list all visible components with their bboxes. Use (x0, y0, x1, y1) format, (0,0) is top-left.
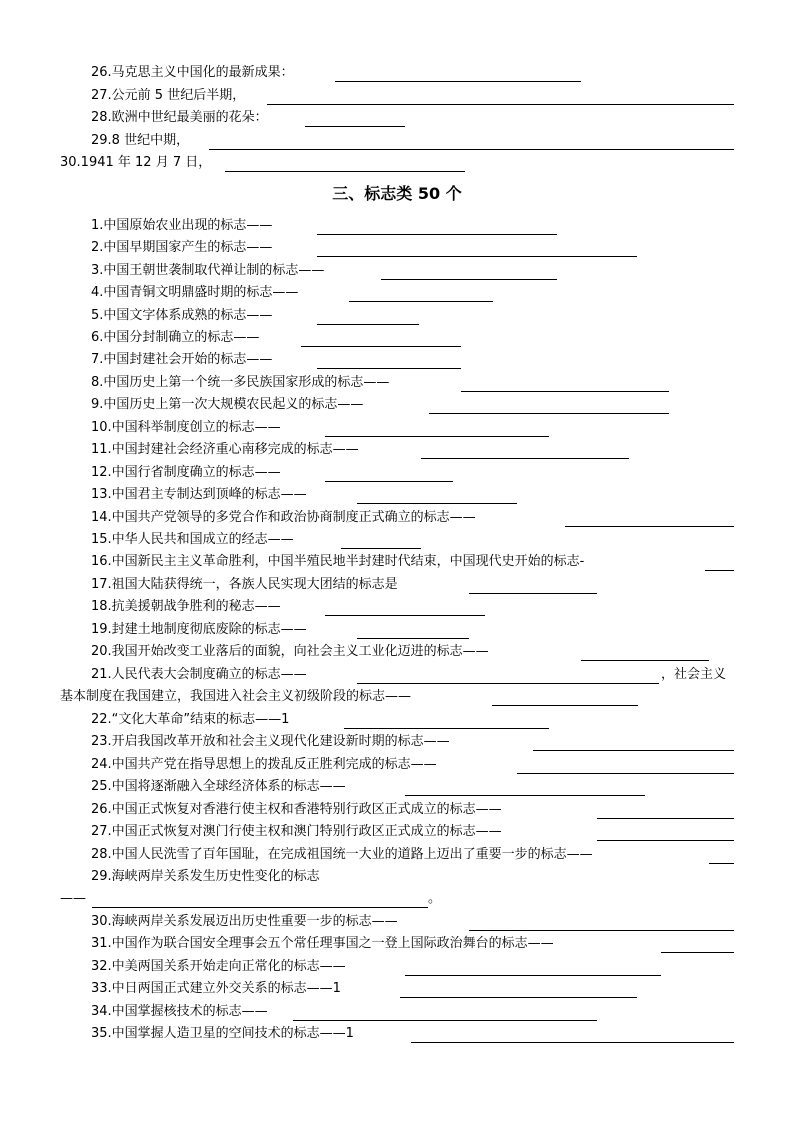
list-item (91, 508, 734, 528)
answer-blank (411, 1042, 734, 1043)
answer-blank (317, 256, 637, 257)
item-text: 17.祖国大陆获得统一，各族人民实现大团结的标志是 (91, 577, 398, 592)
item-text-tail: 。 (428, 891, 442, 906)
item-text: 19.封建土地制度彻底废除的标志—— (91, 622, 307, 637)
answer-blank (381, 279, 557, 280)
list-item (91, 800, 734, 820)
item-text: 27.公元前 5 世纪后半期， (91, 88, 246, 103)
item-text: 2.中国早期国家产生的标志—— (91, 240, 273, 255)
item-text: 30.海峡两岸关系发展迈出历史性重要一步的标志—— (91, 914, 398, 929)
item-text: 15.中华人民共和国成立的经志—— (91, 532, 294, 547)
list-item (91, 597, 485, 617)
item-text: 7.中国封建社会开始的标志—— (91, 352, 273, 367)
answer-blank (317, 368, 461, 369)
list-item (91, 306, 419, 326)
answer-blank (92, 907, 428, 908)
item-text: 14.中国共产党领导的多党合作和政治协商制度正式确立的标志—— (91, 510, 476, 525)
item-text: 35.中国掌握人造卫星的空间技术的标志——1 (91, 1026, 354, 1041)
item-text: 12.中国行省制度确立的标志—— (91, 465, 281, 480)
item-text: 30.1941 年 12 月 7 日， (60, 155, 212, 170)
answer-blank (349, 301, 493, 302)
answer-blank (709, 863, 734, 864)
answer-blank (325, 615, 485, 616)
answer-blank (469, 593, 597, 594)
item-text: 23.开启我国改革开放和社会主义现代化建设新时期的标志—— (91, 734, 450, 749)
answer-blank (461, 391, 669, 392)
answer-blank (325, 436, 549, 437)
item-text: 24.中国共产党在指导思想上的拨乱反正胜利完成的标志—— (91, 757, 437, 772)
answer-blank (325, 481, 453, 482)
list-item (91, 530, 421, 550)
list-item (91, 216, 557, 236)
item-text: 6.中国分封制确立的标志—— (91, 330, 260, 345)
item-text: 21.人民代表大会制度确立的标志—— (91, 667, 307, 682)
answer-blank (267, 104, 734, 105)
list-item (91, 710, 549, 730)
item-text: 33.中日两国正式建立外交关系的标志——1 (91, 981, 341, 996)
list-item (91, 86, 734, 106)
list-item (91, 620, 469, 640)
answer-blank (225, 171, 465, 172)
item-text: 4.中国青铜文明鼎盛时期的标志—— (91, 285, 299, 300)
item-text: 13.中国君主专制达到顶峰的标志—— (91, 487, 307, 502)
list-item (91, 418, 549, 438)
answer-blank (344, 728, 549, 729)
list-item (91, 261, 557, 281)
item-text: 29.8 世纪中期， (91, 133, 190, 148)
list-item (91, 1002, 597, 1022)
answer-blank (492, 705, 638, 706)
list-item (91, 822, 734, 842)
list-item (91, 642, 709, 662)
list-item (91, 63, 581, 83)
list-item (91, 777, 645, 797)
answer-blank (597, 840, 734, 841)
list-item (91, 283, 493, 303)
item-text: 31.中国作为联合国安全理事会五个常任理事国之一登上国际政治舞台的标志—— (91, 936, 554, 951)
answer-blank (421, 458, 629, 459)
list-item (91, 463, 453, 483)
answer-blank (357, 503, 517, 504)
item-text: 32.中美两国关系开始走向正常化的标志—— (91, 959, 346, 974)
list-item (60, 153, 465, 173)
answer-blank (469, 930, 734, 931)
item-text: 20.我国开始改变工业落后的面貌，向社会主义工业化迈进的标志—— (91, 644, 489, 659)
item-text: 18.抗美援朝战争胜利的秘志—— (91, 599, 281, 614)
list-item (91, 957, 661, 977)
answer-blank (405, 795, 645, 796)
answer-blank (301, 346, 461, 347)
answer-blank (357, 683, 659, 684)
item-text: 28.中国人民洗雪了百年国耻，在完成祖国统一大业的道路上迈出了重要一步的标志—— (91, 847, 593, 862)
item-text: 28.欧洲中世纪最美丽的花朵： (91, 110, 268, 125)
list-item (91, 328, 461, 348)
item-text: 27.中国正式恢复对澳门行使主权和澳门特别行政区正式成立的标志—— (91, 824, 502, 839)
item-text: 10.中国科举制度创立的标志—— (91, 420, 281, 435)
list-item (91, 912, 734, 932)
list-item (60, 889, 440, 909)
list-item (91, 867, 391, 887)
item-text: 基本制度在我国建立，我国进入社会主义初级阶段的标志—— (60, 689, 412, 704)
answer-blank (565, 526, 734, 527)
list-item (91, 238, 637, 258)
answer-blank (209, 149, 734, 150)
answer-blank (317, 324, 419, 325)
list-item (91, 732, 734, 752)
item-text: 9.中国历史上第一次大规模农民起义的标志—— (91, 397, 364, 412)
list-item (91, 934, 734, 954)
item-text: 29.海峡两岸关系发生历史性变化的标志 (91, 869, 320, 884)
item-text: 8.中国历史上第一个统一多民族国家形成的标志—— (91, 375, 390, 390)
answer-blank (357, 638, 469, 639)
list-item (91, 665, 734, 685)
answer-blank (317, 234, 557, 235)
list-item (91, 131, 734, 151)
answer-blank (661, 952, 734, 953)
item-text: 34.中国掌握核技术的标志—— (91, 1004, 268, 1019)
item-text: 3.中国王朝世袭制取代禅让制的标志—— (91, 263, 325, 278)
item-text: 22.“文化大革命”结束的标志——1 (91, 712, 290, 727)
item-text: 25.中国将逐渐融入全球经济体系的标志—— (91, 779, 346, 794)
list-item (91, 373, 669, 393)
answer-blank (517, 773, 734, 774)
answer-blank (341, 548, 421, 549)
answer-blank (305, 126, 405, 127)
list-item (91, 755, 734, 775)
answer-blank (597, 818, 734, 819)
list-item (91, 395, 669, 415)
list-item (91, 108, 405, 128)
answer-blank (429, 413, 669, 414)
item-text: 1.中国原始农业出现的标志—— (91, 218, 273, 233)
list-item (91, 552, 734, 572)
item-text: 16.中国新民主主义革命胜利，中国半殖民地半封建时代结束，中国现代史开始的标志- (91, 554, 585, 569)
answer-blank (705, 570, 734, 571)
answer-blank (405, 975, 661, 976)
answer-blank (400, 997, 637, 998)
list-item (91, 350, 461, 370)
answer-blank (533, 750, 734, 751)
item-text-tail: ，社会主义 (661, 667, 727, 682)
item-text: 26.马克思主义中国化的最新成果： (91, 65, 294, 80)
answer-blank (293, 1020, 597, 1021)
list-item (60, 687, 638, 707)
section-title: 三、标志类 50 个 (332, 184, 462, 203)
item-text: 11.中国封建社会经济重心南移完成的标志—— (91, 442, 359, 457)
answer-blank (335, 81, 581, 82)
list-item (91, 1024, 734, 1044)
list-item (91, 440, 629, 460)
list-item (91, 575, 597, 595)
item-text: —— (60, 891, 86, 906)
list-item (91, 979, 637, 999)
answer-blank (581, 660, 709, 661)
item-text: 5.中国文字体系成熟的标志—— (91, 308, 273, 323)
list-item (91, 485, 517, 505)
item-text: 26.中国正式恢复对香港行使主权和香港特别行政区正式成立的标志—— (91, 802, 502, 817)
list-item (91, 845, 734, 865)
